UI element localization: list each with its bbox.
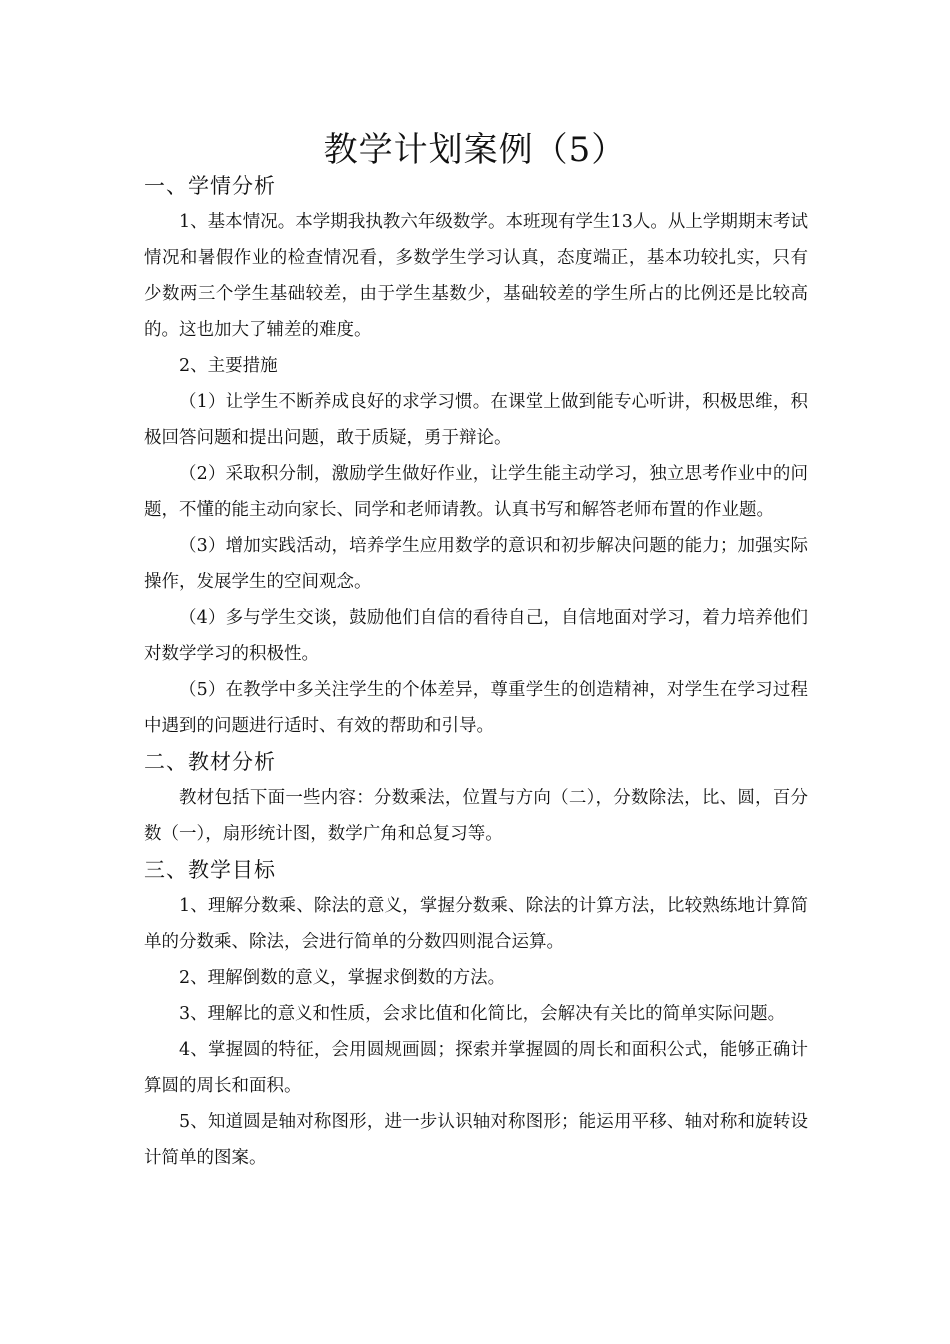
paragraph: 1、基本情况。本学期我执教六年级数学。本班现有学生13人。从上学期期末考试情况和暑假作业的检查情况看，多数学生学习认真，态度端正，基本功较扎实，只有少数两三个学生基础较差，由于学生基数少，基础较差的学生所占的比例还是比较高的。这也加大了辅差的难度。 bbox=[144, 212, 808, 340]
section-heading: 二、教材分析 bbox=[144, 750, 276, 774]
paragraph: （1）让学生不断养成良好的求学习惯。在课堂上做到能专心听讲，积极思维，积极回答问题和提出问题，敢于质疑，勇于辩论。 bbox=[144, 392, 808, 448]
paragraph: 2、主要措施 bbox=[179, 356, 278, 376]
paragraph: 2、理解倒数的意义，掌握求倒数的方法。 bbox=[179, 968, 506, 988]
document-body bbox=[144, 168, 808, 1176]
paragraph: 1、理解分数乘、除法的意义，掌握分数乘、除法的计算方法，比较熟练地计算简单的分数乘、除法，会进行简单的分数四则混合运算。 bbox=[144, 896, 808, 952]
paragraph: （3）增加实践活动，培养学生应用数学的意识和初步解决问题的能力；加强实际操作，发展学生的空间观念。 bbox=[144, 536, 808, 592]
document-title: 教学计划案例（5） bbox=[323, 130, 627, 170]
paragraph: （5）在教学中多关注学生的个体差异，尊重学生的创造精神，对学生在学习过程中遇到的问题进行适时、有效的帮助和引导。 bbox=[144, 680, 808, 736]
paragraph: （2）采取积分制，激励学生做好作业，让学生能主动学习，独立思考作业中的问题，不懂的能主动向家长、同学和老师请教。认真书写和解答老师布置的作业题。 bbox=[144, 464, 808, 520]
section-textbook-analysis bbox=[144, 744, 808, 852]
section-learning-analysis bbox=[144, 168, 808, 744]
section-heading: 一、学情分析 bbox=[144, 174, 276, 198]
paragraph: 3、理解比的意义和性质，会求比值和化简比，会解决有关比的简单实际问题。 bbox=[179, 1004, 786, 1024]
section-teaching-goals bbox=[144, 852, 808, 1176]
paragraph: 4、掌握圆的特征，会用圆规画圆；探索并掌握圆的周长和面积公式，能够正确计算圆的周长和面积。 bbox=[144, 1040, 808, 1096]
paragraph: 教材包括下面一些内容：分数乘法，位置与方向（二），分数除法，比、圆，百分数（一），扇形统计图，数学广角和总复习等。 bbox=[144, 788, 808, 844]
section-heading: 三、教学目标 bbox=[144, 858, 276, 882]
paragraph: （4）多与学生交谈，鼓励他们自信的看待自己，自信地面对学习，着力培养他们对数学学习的积极性。 bbox=[144, 608, 808, 664]
paragraph: 5、知道圆是轴对称图形，进一步认识轴对称图形；能运用平移、轴对称和旋转设计简单的图案。 bbox=[144, 1112, 808, 1168]
